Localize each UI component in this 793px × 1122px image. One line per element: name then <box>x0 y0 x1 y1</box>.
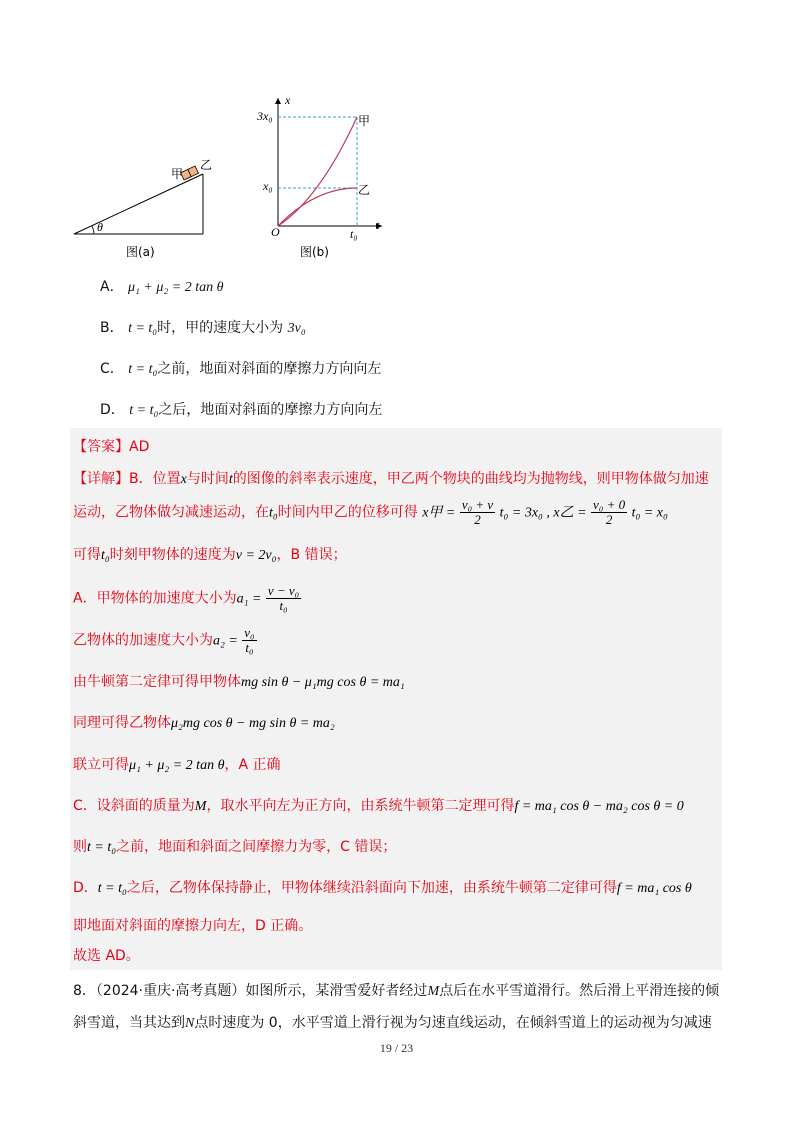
figure-a-label-yi: 乙 <box>200 158 213 172</box>
figure-a-caption: 图(a) <box>126 245 155 259</box>
detail-text: 由牛顿第二定律可得甲物体 <box>73 674 241 690</box>
option-b-math: t = t₀ <box>128 321 158 336</box>
detail-text: 乙物体的加速度大小为 <box>73 632 213 649</box>
detail-text: 时刻甲物体的速度为 <box>109 547 236 563</box>
option-b-text: 时，甲的速度大小为 <box>157 320 284 336</box>
denominator: 2 <box>605 512 613 527</box>
option-a <box>100 276 223 296</box>
var-t0: t₀ <box>101 548 110 563</box>
option-c <box>100 358 381 378</box>
var-m: M <box>427 984 440 999</box>
option-d-letter: D． <box>100 402 125 418</box>
eq-t-t0: t = t₀ <box>97 881 127 896</box>
detail-line-13: 故选 AD。 <box>73 948 140 964</box>
answer-label: 【答案】AD <box>73 439 150 455</box>
denominator: 2 <box>474 512 481 527</box>
figure-b-tick-t0: t₀ <box>350 227 358 241</box>
detail-text: B．位置 <box>129 471 181 487</box>
figure-b-tick-x0: x₀ <box>263 179 273 193</box>
detail-text: ，取水平向左为正方向，由系统牛顿第二定理可得 <box>206 798 515 814</box>
eq-x-jia-rhs: t₀ = 3x₀ , x乙 = <box>499 505 587 521</box>
eq-newton-yi: μ₂mg cos θ − mg sin θ = ma₂ <box>171 716 335 731</box>
figure-a-angle: θ <box>97 220 103 234</box>
figure-b-curve-jia: 甲 <box>358 114 371 128</box>
fraction <box>242 626 256 655</box>
figure-b-axis-x: x <box>285 93 291 107</box>
denominator: t₀ <box>279 598 288 613</box>
detail-line-11 <box>73 877 692 897</box>
eq-x-yi-rhs: t₀ = x₀ <box>631 505 668 521</box>
eq-v: v = 2v₀ <box>235 548 277 563</box>
fraction <box>460 498 495 527</box>
detail-line-3 <box>73 544 347 564</box>
option-c-math: t = t₀ <box>128 362 158 377</box>
detail-text: 则 <box>73 839 87 855</box>
option-c-text: 之前，地面对斜面的摩擦力方向向左 <box>157 361 382 377</box>
detail-text: 运动，乙物体做匀减速运动，在 <box>73 504 269 521</box>
figure-b-tick-3x0: 3x₀ <box>257 109 273 123</box>
detail-line-7 <box>73 712 335 732</box>
var-t0: t₀ <box>269 505 278 521</box>
var-n: N <box>185 1016 195 1031</box>
option-d-math: t = t₀ <box>129 403 159 418</box>
option-a-letter: A． <box>100 279 124 295</box>
figure-b-curve-yi: 乙 <box>358 183 371 197</box>
detail-line-1 <box>73 468 709 488</box>
option-b <box>100 317 306 337</box>
question-8-line-2 <box>73 1012 712 1032</box>
detail-text: 之后，乙物体保持静止，甲物体继续沿斜面向下加速，由系统牛顿第二定律可得 <box>126 880 617 896</box>
eq-t-t0: t = t₀ <box>87 840 117 855</box>
detail-text: 之前，地面和斜面之间摩擦力为零，C 错误； <box>116 839 397 855</box>
detail-line-4 <box>73 584 301 613</box>
option-d-text: 之后，地面对斜面的摩擦力方向向左 <box>158 402 383 418</box>
detail-line-2 <box>73 498 668 527</box>
detail-line-6 <box>73 671 405 691</box>
eq-a2-lhs: a₂ = <box>213 633 238 649</box>
eq-friction: f = ma₁ cos θ <box>616 881 692 896</box>
question-8-line-1 <box>73 980 719 1000</box>
option-d <box>100 399 382 419</box>
detail-text: 的图像的斜率表示速度，甲乙两个物块的曲线均为抛物线，则甲物体做匀加速 <box>232 471 709 487</box>
detail-text: ，B 错误； <box>276 547 347 563</box>
detail-text: 可得 <box>73 547 101 563</box>
option-b-letter: B． <box>100 320 124 336</box>
numerator: v₀ + v <box>461 497 494 512</box>
eq-mu-sum: μ₁ + μ₂ = 2 tan θ <box>129 758 225 773</box>
option-c-letter: C． <box>100 361 124 377</box>
figure-a-label-jia: 甲 <box>171 167 184 181</box>
detail-line-9 <box>73 795 684 815</box>
detail-text: ，A 正确 <box>224 757 281 773</box>
fraction <box>266 584 301 613</box>
option-a-math: μ₁ + μ₂ = 2 tan θ <box>128 280 224 295</box>
figure-b-caption: 图(b) <box>300 245 329 259</box>
option-b-tail: 3v₀ <box>287 321 306 336</box>
detail-text: C．设斜面的质量为 <box>73 798 195 814</box>
figure-b-origin: O <box>271 225 280 239</box>
detail-text: 同理可得乙物体 <box>73 715 171 731</box>
detail-text: A．甲物体的加速度大小为 <box>73 590 237 607</box>
denominator: t₀ <box>245 640 254 655</box>
var-t: t <box>228 472 233 487</box>
var-x: x <box>180 472 187 487</box>
numerator: v₀ <box>244 625 255 640</box>
var-m: M <box>194 799 207 814</box>
detail-text: 联立可得 <box>73 757 129 773</box>
detail-line-12: 即地面对斜面的摩擦力向左，D 正确。 <box>73 918 313 934</box>
question-text: 点时速度为 0，水平雪道上滑行视为匀速直线运动，在倾斜雪道上的运动视为匀减速 <box>194 1015 712 1031</box>
figure-b-axis-t: t <box>376 218 380 232</box>
detail-line-8 <box>73 754 280 774</box>
detail-text: D． <box>73 880 98 896</box>
question-text: 点后在水平雪道滑行。然后滑上平滑连接的倾 <box>439 983 720 999</box>
detail-text: 时间内甲乙的位移可得 <box>277 504 418 521</box>
eq-friction-zero: f = ma₁ cos θ − ma₂ cos θ = 0 <box>514 799 684 814</box>
numerator: v − v₀ <box>267 583 300 598</box>
detail-label: 【详解】 <box>73 471 129 487</box>
eq-a1-lhs: a₁ = <box>236 591 262 607</box>
detail-line-10 <box>73 836 396 856</box>
numerator: v₀ + 0 <box>593 497 626 512</box>
question-text: 斜雪道，当其达到 <box>73 1015 185 1031</box>
page-number: 19 / 23 <box>379 1041 414 1055</box>
eq-newton-jia: mg sin θ − μ₁mg cos θ = ma₁ <box>241 675 405 690</box>
question-text: 8．（2024·重庆·高考真题）如图所示，某滑雪爱好者经过 <box>73 983 428 999</box>
eq-x-jia-lhs: x甲 = <box>422 505 456 521</box>
fraction <box>591 498 627 527</box>
detail-line-5 <box>73 626 257 655</box>
detail-text: 与时间 <box>186 471 229 487</box>
